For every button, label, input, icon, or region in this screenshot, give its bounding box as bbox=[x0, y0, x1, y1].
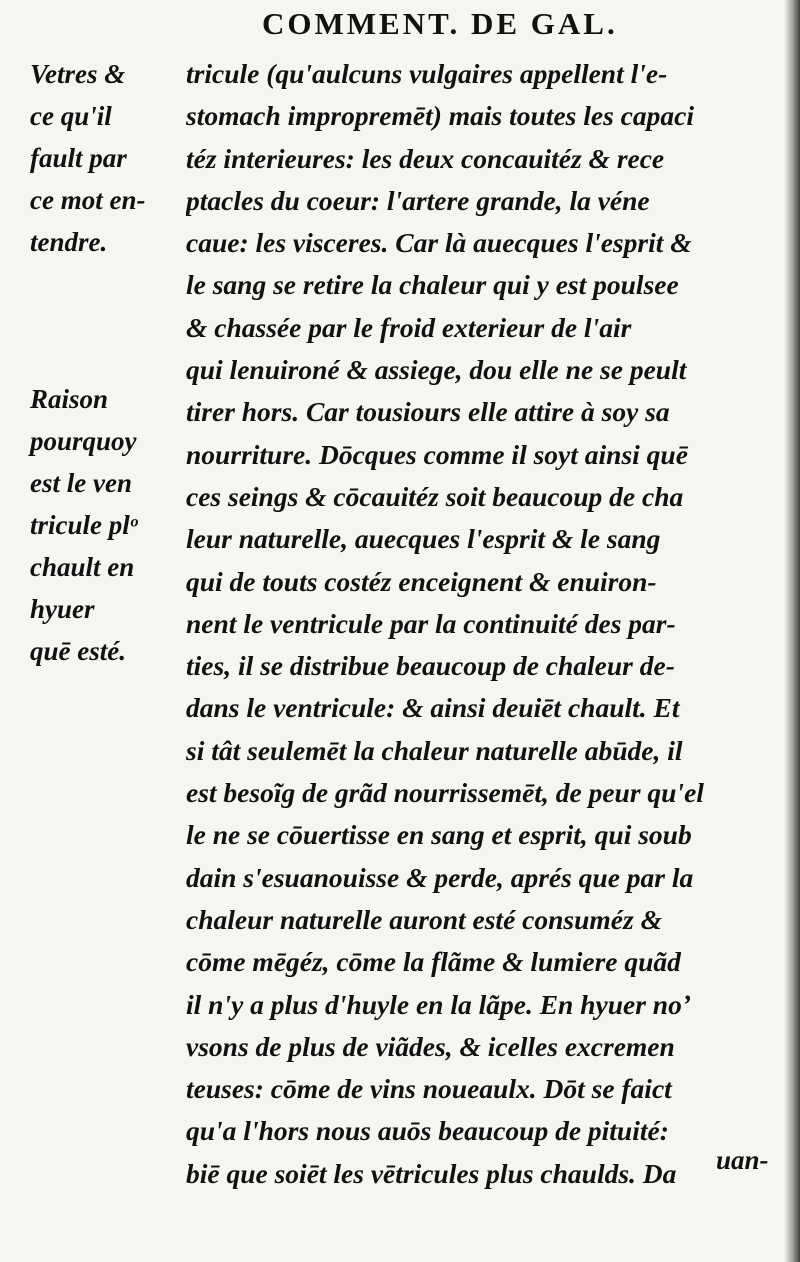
page-edge-shadow bbox=[784, 0, 800, 1262]
margin-note-line: Vetres & bbox=[30, 59, 126, 89]
text-line: est besoĩg de grãd nourrissemēt, de peur qu'el bbox=[186, 777, 704, 809]
margin-note-line: Raison bbox=[30, 384, 109, 414]
text-line: qu'a l'hors nous auōs beaucoup de pituité: bbox=[186, 1115, 669, 1147]
margin-note-line: tendre. bbox=[30, 227, 108, 257]
text-line: téz interieures: les deux concauitéz & rece bbox=[186, 142, 665, 174]
text-line: si tât seulemēt la chaleur naturelle abūde, il bbox=[186, 734, 683, 766]
margin-note-line: pourquoy bbox=[30, 426, 137, 456]
text-line: ptacles du coeur: l'artere grande, la véne bbox=[186, 184, 650, 216]
text-line: dain s'esuanouisse & perde, aprés que par la bbox=[186, 861, 694, 893]
text-line: le ne se cōuertisse en sang et esprit, qui soub bbox=[186, 819, 692, 851]
text-line: stomach impropremēt) mais toutes les capaci bbox=[186, 100, 694, 132]
text-line: nourriture. Dōcques comme il soyt ainsi quē bbox=[186, 438, 688, 470]
text-line: vsons de plus de viãdes, & icelles excremen bbox=[186, 1030, 675, 1062]
margin-note-2 bbox=[30, 378, 180, 672]
text-line: teuses: cōme de vins noueaulx. Dōt se faict bbox=[186, 1073, 672, 1105]
text-line: & chassée par le froid exterieur de l'air bbox=[186, 311, 632, 343]
margin-note-line: ce mot en- bbox=[30, 185, 146, 215]
text-line: le sang se retire la chaleur qui y est poulsee bbox=[186, 269, 679, 301]
margin-note-line: chault en bbox=[30, 552, 135, 582]
text-line: tirer hors. Car tousiours elle attire à soy sa bbox=[186, 396, 670, 428]
text-line: qui de touts costéz enceignent & enuiron- bbox=[186, 565, 657, 597]
text-line: caue: les visceres. Car là auecques l'esprit & bbox=[186, 227, 692, 259]
text-line: biē que soiēt les vētricules plus chaulds. Da bbox=[186, 1157, 677, 1189]
margin-note-line: est le ven bbox=[30, 468, 132, 498]
text-line: chaleur naturelle auront esté consuméz & bbox=[186, 903, 662, 935]
text-line: dans le ventricule: & ainsi deuiēt chault. Et bbox=[186, 692, 680, 724]
text-line: ces seings & cōcauitéz soit beaucoup de cha bbox=[186, 480, 684, 512]
text-line: tricule (qu'aulcuns vulgaires appellent l'e- bbox=[186, 58, 668, 89]
margin-note-line: ce qu'il bbox=[30, 101, 112, 131]
text-line: nent le ventricule par la continuité des par- bbox=[186, 607, 676, 639]
margin-note-line: hyuer bbox=[30, 594, 95, 624]
catchword: uan- bbox=[716, 1145, 769, 1175]
margin-note-line: tricule plᵒ bbox=[30, 510, 138, 540]
text-line: qui lenuironé & assiege, dou elle ne se peult bbox=[186, 354, 687, 386]
text-line: il n'y a plus d'huyle en la lãpe. En hyuer noʼ bbox=[186, 988, 691, 1020]
body-text bbox=[186, 53, 768, 1195]
text-line: ties, il se distribue beaucoup de chaleur de- bbox=[186, 650, 675, 682]
margin-note-line: fault par bbox=[30, 143, 127, 173]
text-line: leur naturelle, auecques l'esprit & le sang bbox=[186, 523, 661, 555]
text-line: cōme mēgéz, cōme la flãme & lumiere quãd bbox=[186, 946, 681, 978]
running-head: COMMENT. DE GAL. bbox=[262, 6, 618, 41]
margin-note-1 bbox=[30, 53, 180, 263]
margin-note-line: quē esté. bbox=[30, 636, 126, 666]
